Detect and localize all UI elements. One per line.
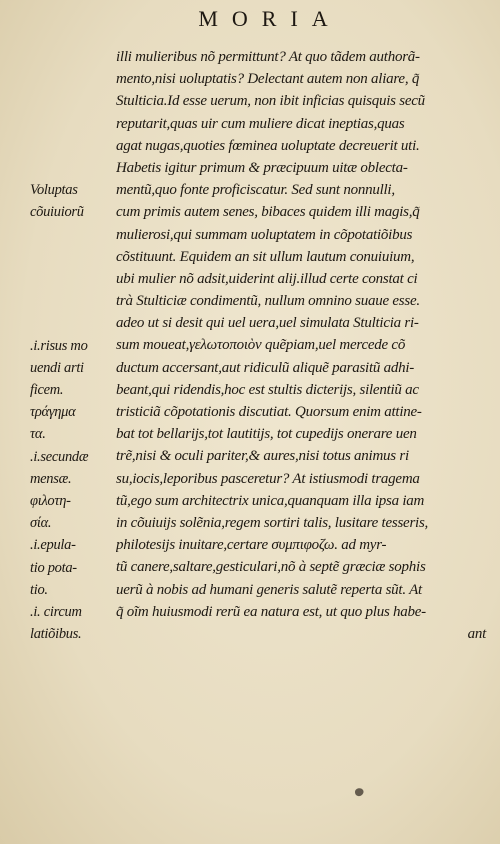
body-line: ant [467,625,486,642]
body-line: in cõuiuijs solẽnia,regem sortiri talis, lusitare tesseris, [116,514,429,531]
margin-note-line: .i.risus mo [30,337,88,354]
body-line: uerũ à nobis ad humani generis salutẽ reperta sũt. At [116,581,422,598]
margin-note-philotes [30,490,114,534]
margin-note-risus [30,335,114,402]
body-line: bat tot bellarijs,tot lautitijs, tot cupedijs onerare uen [116,426,417,443]
margin-note-line: Voluptas [30,182,78,199]
margin-note-line: τα. [30,426,46,443]
body-line: philotesijs inuitare,certare συμπιφοζω. ad myr- [116,537,387,554]
body-line: tũ canere,saltare,gesticulari,nõ à septẽ græciæ sophis [116,559,426,576]
body-line: mentũ,quo fonte proficiscatur. Sed sunt nonnulli, [116,182,395,199]
body-line: tũ,ego sum architectrix unica,quanquam illa ipsa iam [116,492,425,509]
body-line: illi mulieribus nõ permittunt? At quo tãdem authorã- [116,49,420,65]
margin-note-voluptas [30,179,114,223]
ink-spot-icon [352,786,366,798]
body-text-block [116,46,488,645]
margin-note-tragema [30,401,114,445]
body-line: trà Stulticiæ condimentũ, nullum omnino suaue esse. [116,293,420,310]
margin-note-line: .i.secundæ [30,448,89,465]
body-line: beant,qui ridendis,hoc est stultis dicterijs, silentiũ ac [116,381,419,398]
body-line: adeo ut si desit qui uel uera,uel simulata Stulticia ri- [116,315,419,332]
body-line: trẽ,nisi & oculi pariter,& aures,nisi totus animus ri [116,448,409,465]
margin-note-line: σία. [30,515,52,532]
margin-note-epulatio [30,534,114,601]
body-line: cum primis autem senes, bibaces quidem illi magis,q̃ [116,204,420,221]
body-line: reputarit,quas uir cum muliere dicat ineptias,quas [116,115,405,132]
margin-note-line: uendi arti [30,359,84,376]
margin-note-line: .i. circum [30,604,82,620]
body-line: ubi mulier nõ adsit,uiderint alij.illud certe constat ci [116,270,418,287]
margin-note-line: latiõibus. [30,626,82,643]
body-line: mento,nisi uoluptatis? Delectant autem non aliare, q̃ [116,71,420,88]
body-line: tristiciã cõpotationis discutiat. Quorsum enim attine- [116,404,422,420]
running-head: MORIA [198,6,342,31]
margin-note-line: mensæ. [30,470,72,487]
margin-note-line: ficem. [30,381,64,398]
margin-note-line: tio pota- [30,559,77,576]
body-line: cõstituunt. Equidem an sit ullum lautum conuiuium, [116,248,415,265]
margin-note-secundae [30,446,114,490]
margin-note-line: .i.epula- [30,537,76,554]
body-line: agat nugas,quoties fœminea uoluptate decreuerit uti. [116,137,420,154]
margin-note-line: τράγημα [30,404,76,421]
body-line: sum moueat,γελωτοποιὸν quẽpiam,uel mercede cõ [116,337,406,354]
body-line: q̃ oĩm huiusmodi rerũ ea natura est, ut quo plus habe- [116,603,426,620]
margin-note-line: φιλοτη- [30,493,71,509]
margin-note-line: cõuiuiorũ [30,204,84,221]
body-line: ductum accersant,aut ridiculũ aliquẽ parasitũ adhi- [116,359,415,376]
body-line: mulierosi,qui summam uoluptatem in cõpotatiõibus [116,226,413,243]
body-line: Habetis igitur primum & præcipuum uitæ oblecta- [116,159,408,176]
body-line: Stulticia.Id esse uerum, non ibit inficias quisquis secũ [116,93,425,110]
margin-note-circum [30,601,114,645]
margin-note-line: tio. [30,581,48,598]
body-line: su,iocis,leporibus pasceretur? At istiusmodi tragema [116,470,420,487]
